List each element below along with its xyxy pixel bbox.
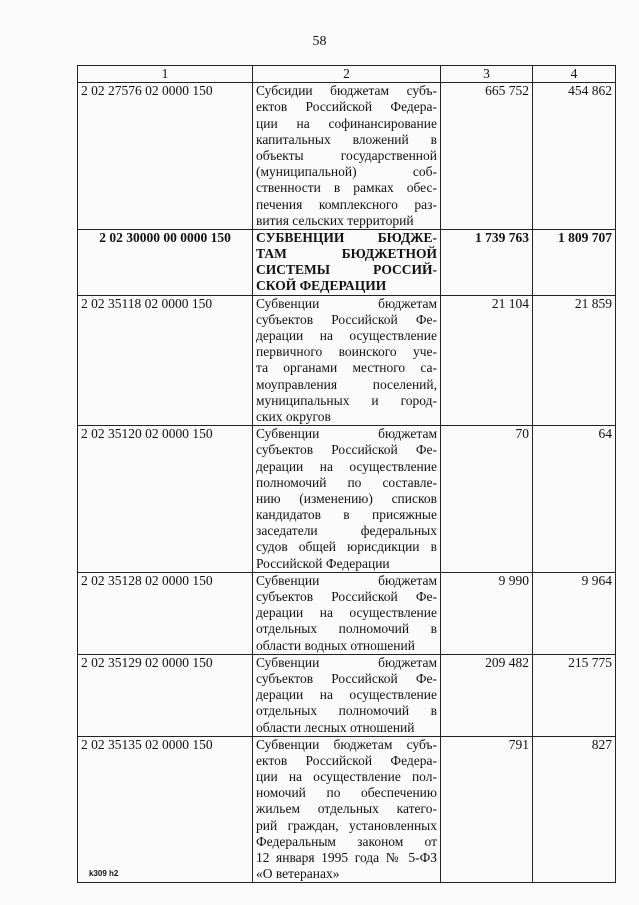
description-line: «О ветеранах» bbox=[256, 866, 340, 882]
description-line: ственности в рамках обес- bbox=[256, 180, 437, 196]
budget-code: 2 02 35135 02 0000 150 bbox=[78, 736, 253, 883]
amount-col4: 21 859 bbox=[533, 295, 616, 426]
budget-code: 2 02 35128 02 0000 150 bbox=[78, 572, 253, 654]
description-line: Субвенции бюджетам субъ- bbox=[256, 736, 437, 752]
description-line: кандидатов в присяжные bbox=[256, 507, 437, 523]
description-line: та органами местного са- bbox=[256, 360, 437, 376]
budget-code: 2 02 35118 02 0000 150 bbox=[78, 295, 253, 426]
item-description bbox=[253, 83, 441, 230]
description-line: моуправления поселений, bbox=[256, 376, 437, 392]
description-line: номочий по обеспечению bbox=[256, 785, 437, 801]
budget-code: 2 02 35120 02 0000 150 bbox=[78, 426, 253, 573]
column-header-4: 4 bbox=[533, 66, 616, 83]
description-line: СКОЙ ФЕДЕРАЦИИ bbox=[256, 278, 387, 294]
amount-col4: 215 775 bbox=[533, 654, 616, 736]
description-line: капитальных вложений в bbox=[256, 131, 437, 147]
description-line: дерации на осуществление bbox=[256, 687, 437, 703]
description-line: области водных отношений bbox=[256, 637, 415, 653]
description-line: заседатели федеральных bbox=[256, 523, 437, 539]
description-line: (муниципальной) соб- bbox=[256, 164, 437, 180]
amount-col4: 827 bbox=[533, 736, 616, 883]
amount-col4: 1 809 707 bbox=[533, 229, 616, 295]
amount-col3: 791 bbox=[441, 736, 533, 883]
description-line: ских округов bbox=[256, 408, 331, 424]
item-description bbox=[253, 572, 441, 654]
budget-table bbox=[77, 65, 616, 883]
description-line: ТАМ БЮДЖЕТНОЙ bbox=[256, 246, 437, 262]
item-description bbox=[253, 654, 441, 736]
item-description bbox=[253, 426, 441, 573]
table-row bbox=[78, 654, 616, 736]
description-line: Российской Федерации bbox=[256, 555, 390, 571]
amount-col3: 21 104 bbox=[441, 295, 533, 426]
description-line: Субвенции бюджетам bbox=[256, 572, 437, 588]
description-line: полномочий по составле- bbox=[256, 474, 437, 490]
table-body bbox=[78, 83, 616, 883]
description-line: отдельных полномочий в bbox=[256, 621, 437, 637]
description-line: нию (изменению) списков bbox=[256, 490, 437, 506]
budget-code: 2 02 27576 02 0000 150 bbox=[78, 83, 253, 230]
amount-col4: 454 862 bbox=[533, 83, 616, 230]
amount-col3: 1 739 763 bbox=[441, 229, 533, 295]
description-line: дерации на осуществление bbox=[256, 605, 437, 621]
description-line: рий граждан, установленных bbox=[256, 817, 437, 833]
description-line: судов общей юрисдикции в bbox=[256, 539, 437, 555]
page-number: 58 bbox=[312, 34, 327, 49]
description-line: Субсидии бюджетам субъ- bbox=[256, 83, 437, 99]
amount-col3: 665 752 bbox=[441, 83, 533, 230]
column-header-1: 1 bbox=[78, 66, 253, 83]
footer-code: k309 h2 bbox=[89, 869, 119, 878]
description-line: области лесных отношений bbox=[256, 719, 415, 735]
description-line: Субвенции бюджетам bbox=[256, 295, 437, 311]
table-row bbox=[78, 426, 616, 573]
description-line: Субвенции бюджетам bbox=[256, 426, 437, 442]
description-line: ции на осуществление пол- bbox=[256, 769, 437, 785]
table-row bbox=[78, 736, 616, 883]
description-line: дерации на осуществление bbox=[256, 458, 437, 474]
budget-code: 2 02 35129 02 0000 150 bbox=[78, 654, 253, 736]
description-line: объекты государственной bbox=[256, 147, 437, 163]
description-line: СУБВЕНЦИИ БЮДЖЕ- bbox=[256, 229, 437, 245]
description-line: субъектов Российской Фе- bbox=[256, 670, 437, 686]
description-line: СИСТЕМЫ РОССИЙ- bbox=[256, 262, 437, 278]
description-line: ектов Российской Федера- bbox=[256, 752, 437, 768]
description-line: Субвенции бюджетам bbox=[256, 654, 437, 670]
item-description bbox=[253, 229, 441, 295]
description-line: ции на софинансирование bbox=[256, 115, 437, 131]
description-line: печения комплексного раз- bbox=[256, 196, 437, 212]
amount-col4: 9 964 bbox=[533, 572, 616, 654]
amount-col3: 209 482 bbox=[441, 654, 533, 736]
description-line: первичного воинского уче- bbox=[256, 344, 437, 360]
description-line: отдельных полномочий в bbox=[256, 703, 437, 719]
column-header-3: 3 bbox=[441, 66, 533, 83]
table-header-row bbox=[78, 66, 616, 83]
description-line: ектов Российской Федера- bbox=[256, 99, 437, 115]
table-row bbox=[78, 572, 616, 654]
column-header-2: 2 bbox=[253, 66, 441, 83]
table-row bbox=[78, 83, 616, 230]
amount-col3: 9 990 bbox=[441, 572, 533, 654]
description-line: дерации на осуществление bbox=[256, 328, 437, 344]
description-line: субъектов Российской Фе- bbox=[256, 311, 437, 327]
amount-col3: 70 bbox=[441, 426, 533, 573]
item-description bbox=[253, 736, 441, 883]
budget-code: 2 02 30000 00 0000 150 bbox=[78, 229, 253, 295]
table-row bbox=[78, 229, 616, 295]
description-line: жильем отдельных катего- bbox=[256, 801, 437, 817]
description-line: Федеральным законом от bbox=[256, 833, 437, 849]
description-line: 12 января 1995 года № 5-ФЗ bbox=[256, 850, 437, 866]
item-description bbox=[253, 295, 441, 426]
description-line: муниципальных и город- bbox=[256, 392, 437, 408]
description-line: субъектов Российской Фе- bbox=[256, 589, 437, 605]
table-row bbox=[78, 295, 616, 426]
amount-col4: 64 bbox=[533, 426, 616, 573]
description-line: вития сельских территорий bbox=[256, 212, 414, 228]
description-line: субъектов Российской Фе- bbox=[256, 442, 437, 458]
